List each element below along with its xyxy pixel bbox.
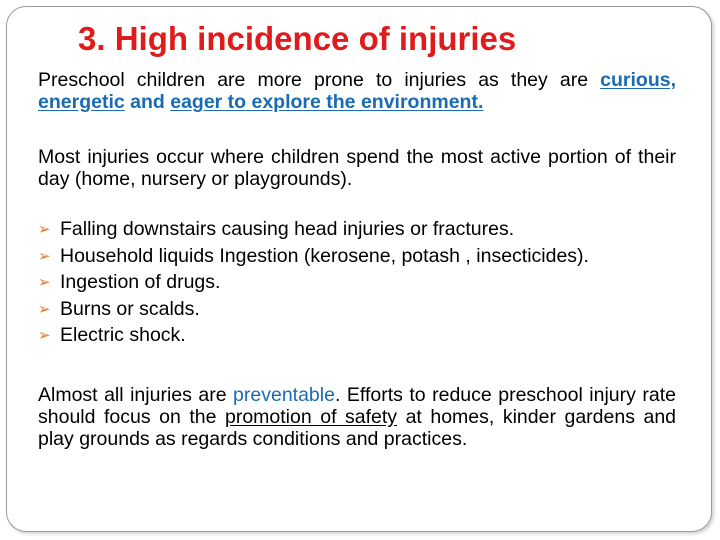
- slide-title: 3. High incidence of injuries: [78, 20, 517, 57]
- keyword-preventable: preventable: [233, 384, 335, 406]
- list-item: ➢ Burns or scalds.: [38, 297, 200, 320]
- prevention-text-b: . Efforts to reduce preschool injury rate should focus on the: [38, 384, 676, 428]
- list-item: ➢ Household liquids Ingestion (kerosene, potash , insecticides).: [38, 244, 589, 267]
- prevention-text-a: Almost all injuries are: [38, 384, 227, 406]
- keyword-curious: curious,: [600, 69, 677, 91]
- arrow-bullet-icon: ➢: [38, 247, 51, 265]
- keyword-energetic: energetic: [38, 91, 125, 113]
- arrow-bullet-icon: ➢: [38, 274, 51, 291]
- location-paragraph: Most injuries occur where children spend the most active portion of their day (home, nursery or playgrounds).: [38, 146, 676, 190]
- arrow-bullet-icon: ➢: [38, 221, 51, 238]
- keyword-eager: eager to explore the environment.: [170, 91, 484, 113]
- injury-list: [38, 218, 589, 351]
- arrow-bullet-icon: ➢: [38, 300, 51, 318]
- prevention-paragraph: [38, 384, 676, 450]
- keyword-and: and: [130, 91, 165, 113]
- list-item: ➢ Falling downstairs causing head injuries or fractures.: [38, 218, 515, 240]
- prevention-text-c: at homes, kinder gardens and play grounds as regards conditions and practices.: [38, 406, 677, 450]
- list-item: ➢ Ingestion of drugs.: [38, 271, 221, 293]
- keyword-promotion-of-safety: promotion of safety: [224, 406, 398, 428]
- intro-text: Preschool children are more prone to injuries as they are: [38, 69, 589, 91]
- list-item: ➢ Electric shock.: [38, 324, 186, 346]
- arrow-bullet-icon: ➢: [38, 327, 51, 344]
- intro-paragraph: [38, 69, 676, 113]
